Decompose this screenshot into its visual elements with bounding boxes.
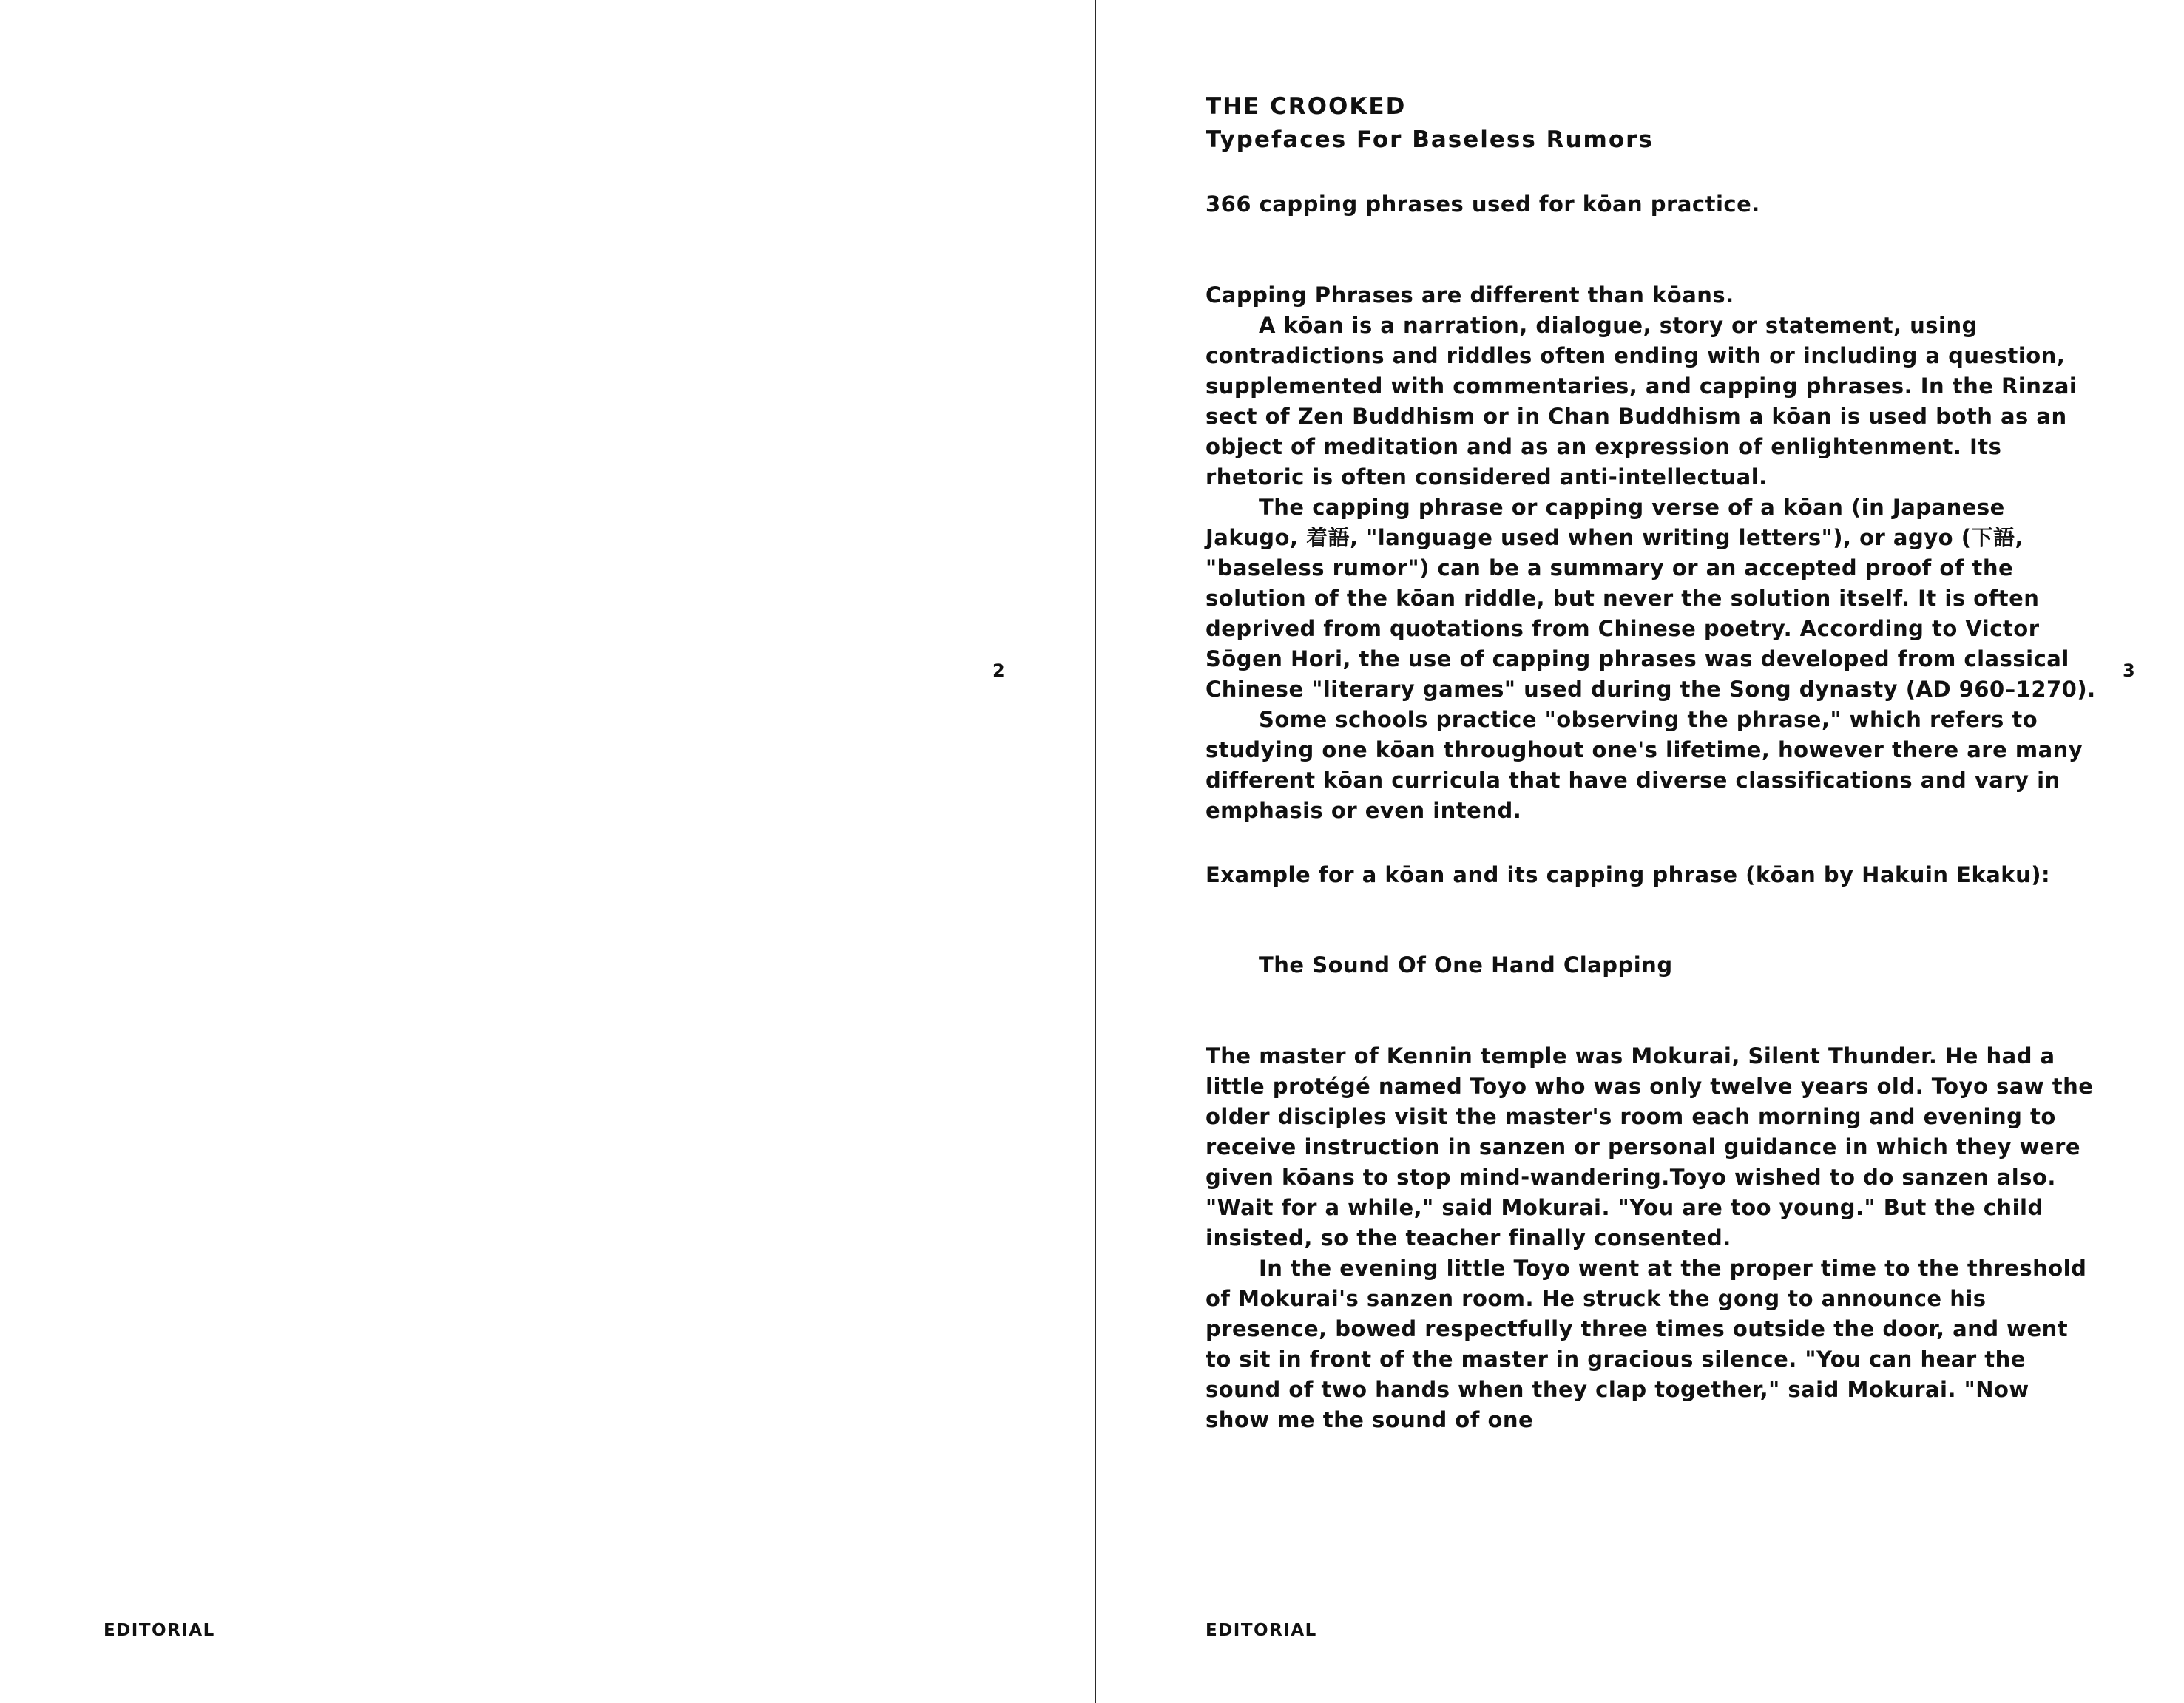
footer-right: EDITORIAL <box>1206 1621 1317 1640</box>
page-gutter-divider <box>1095 0 1096 1703</box>
body-text <box>1206 280 2100 826</box>
koan-title: The Sound Of One Hand Clapping <box>1259 952 1673 978</box>
story-paragraph: The master of Kennin temple was Mokurai, Silent Thunder. He had a little protégé named Toyo who was only twelve years old. Toyo saw the older disciples visit the master's room each morning and evening to receive instruction in sanzen or personal guidance in which they were given kōans to stop mind-wandering.Toyo wished to do sanzen also. "Wait for a while," said Mokurai. "You are too young." But the child insisted, so the teacher finally consented. <box>1206 1043 2094 1250</box>
body-paragraph: Some schools practice "observing the phrase," which refers to studying one kōan throughout one's lifetime, however there are many different kōan curricula that have diverse classifications and vary in emphasis or even intend. <box>1206 707 2083 823</box>
title-block <box>1206 90 2100 157</box>
footer-left: EDITORIAL <box>104 1621 215 1640</box>
example-caption: Example for a kōan and its capping phrase (kōan by Hakuin Ekaku): <box>1206 862 2051 887</box>
body-paragraph: A kōan is a narration, dialogue, story or statement, using contradictions and riddles often ending with or including a question, supplemented with commentaries, and capping phrases. In the Rinzai sect of Zen Buddhism or in Chan Buddhism a kōan is used both as an object of meditation and as an expression of enlightenment. Its rhetoric is often considered anti-intellectual. <box>1206 313 2077 490</box>
page-title: THE CROOKED <box>1206 93 1407 120</box>
page-number-right: 3 <box>2123 660 2136 681</box>
right-page-content <box>1206 90 2100 1435</box>
story-text <box>1206 1041 2100 1435</box>
body-paragraph: The capping phrase or capping verse of a kōan (in Japanese Jakugo, 着語, "language used when writing letters"), or agyo (下語, "baseless rumor") can be a summary or an accepted proof of the solution of the kōan riddle, but never the solution itself. It is often deprived from quotations from Chinese poetry. According to Victor Sōgen Hori, the use of capping phrases was developed from classical Chinese "literary games" used during the Song dynasty (AD 960–1270). <box>1206 495 2096 702</box>
page-number-left: 2 <box>993 660 1006 681</box>
body-paragraph: Capping Phrases are different than kōans. <box>1206 282 1734 308</box>
intro-line: 366 capping phrases used for kōan practice. <box>1206 192 1760 217</box>
story-paragraph: In the evening little Toyo went at the proper time to the threshold of Mokurai's sanzen room. He struck the gong to announce his presence, bowed respectfully three times outside the door, and went to sit in front of the master in gracious silence. "You can hear the sound of two hands when they clap together," said Mokurai. "Now show me the sound of one <box>1206 1256 2087 1432</box>
page-subtitle: Typefaces For Baseless Rumors <box>1206 126 1654 153</box>
